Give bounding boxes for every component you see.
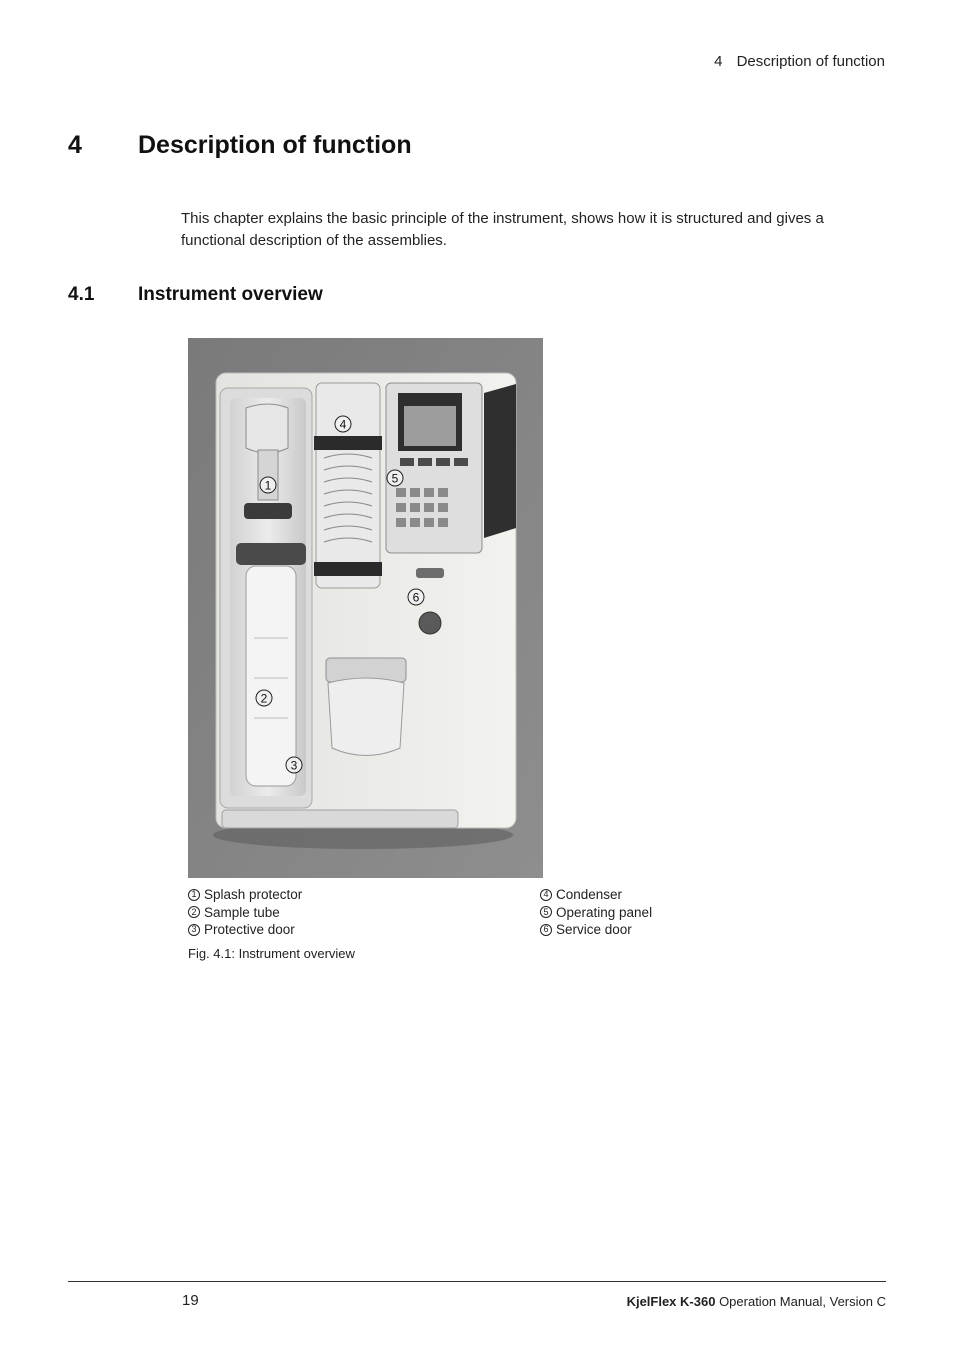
callout-marker: [335, 416, 351, 432]
legend-item: [540, 921, 652, 939]
legend-label: Splash protector: [204, 887, 303, 902]
callout-number: 1: [264, 478, 272, 493]
section-title: Instrument overview: [138, 284, 323, 305]
legend-number: 6: [540, 924, 552, 936]
callout-marker: [260, 477, 276, 493]
legend-number: 5: [540, 906, 552, 918]
footer-divider: [68, 1281, 886, 1282]
legend-number: 1: [188, 889, 200, 901]
callout-number: 3: [290, 758, 298, 773]
callout-number: 4: [339, 417, 347, 432]
footer-document-title: [627, 1294, 886, 1309]
figure-legend-left: [188, 886, 302, 939]
callout-number: 2: [260, 691, 268, 706]
chapter-title: Description of function: [138, 131, 412, 159]
legend-item: [188, 886, 302, 904]
callout-number: 6: [412, 590, 420, 605]
section-number: 4.1: [68, 284, 95, 305]
callout-number: 5: [391, 471, 399, 486]
legend-item: [540, 904, 652, 922]
legend-number: 3: [188, 924, 200, 936]
chapter-number: 4: [68, 131, 82, 159]
chapter-heading: [68, 131, 412, 160]
running-header: [714, 53, 885, 70]
section-heading: [68, 284, 323, 306]
legend-label: Sample tube: [204, 904, 280, 920]
callout-marker: [256, 690, 272, 706]
callout-marker: [387, 470, 403, 486]
footer-doc-version: Operation Manual, Version C: [719, 1294, 886, 1309]
callout-marker: [408, 589, 424, 605]
figure-caption: Fig. 4.1: Instrument overview: [188, 946, 355, 961]
legend-number: 2: [188, 906, 200, 918]
legend-label: Operating panel: [556, 904, 653, 920]
intro-paragraph: This chapter explains the basic principle of the instrument, shows how it is structured and gives a functional description of the assemblies.: [181, 210, 824, 249]
callout-marker: [286, 757, 302, 773]
legend-label: Service door: [556, 922, 632, 937]
legend-item: [540, 886, 652, 904]
running-header-number: 4: [714, 53, 723, 70]
footer-product-name: KjelFlex K-360: [626, 1294, 716, 1309]
instrument-photo: [188, 338, 543, 878]
legend-label: Protective door: [204, 922, 295, 937]
page-number: 19: [182, 1292, 199, 1309]
figure-legend-right: [540, 886, 652, 939]
running-header-title: Description of function: [736, 53, 885, 70]
legend-item: [188, 921, 302, 939]
legend-label: Condenser: [556, 887, 623, 902]
legend-item: [188, 904, 302, 922]
legend-number: 4: [540, 889, 552, 901]
